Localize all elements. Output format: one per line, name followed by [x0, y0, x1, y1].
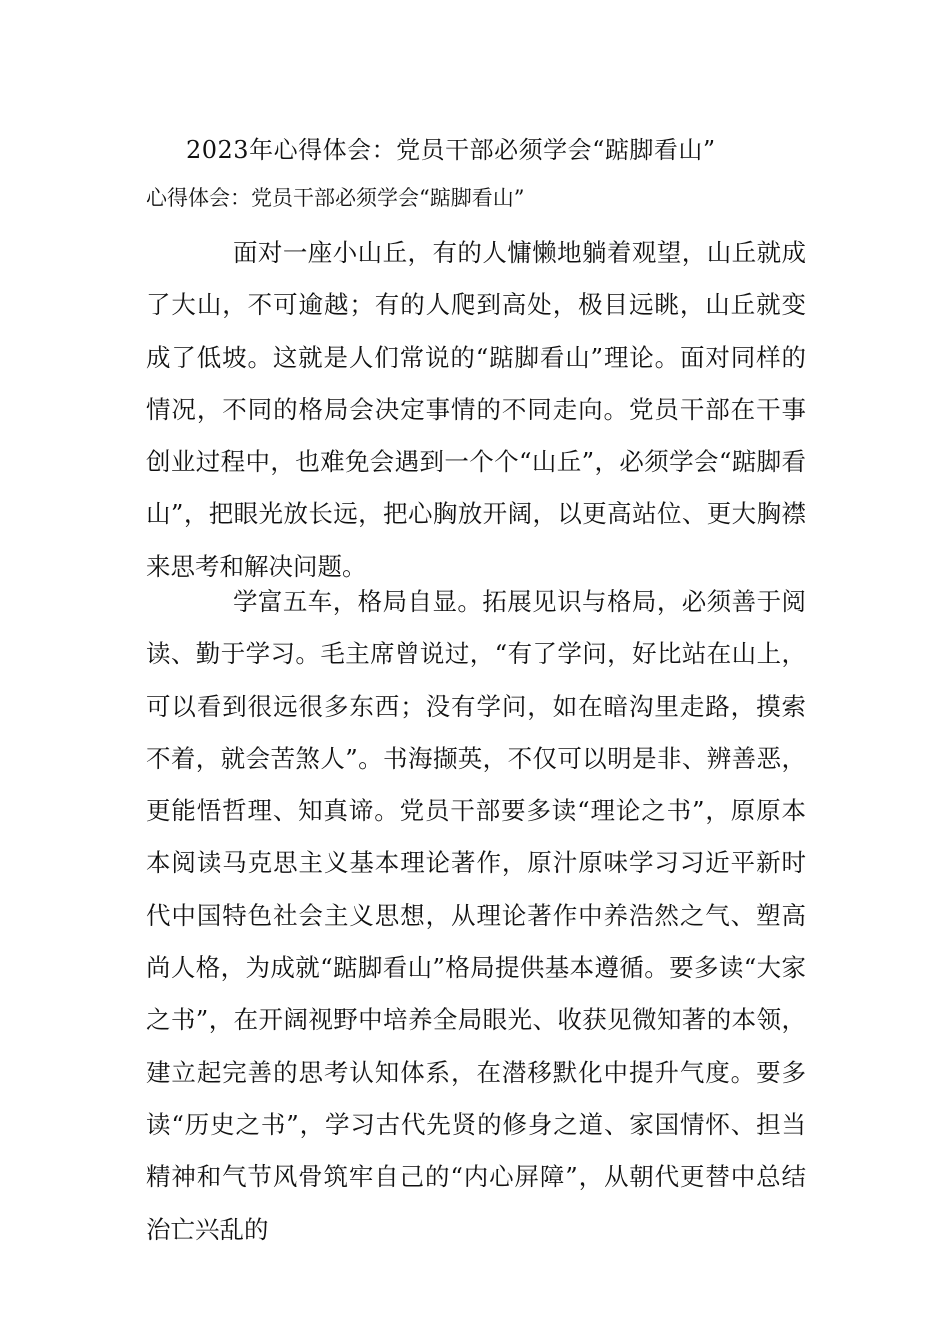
paragraph-2: 学富五车，格局自显。拓展见识与格局，必须善于阅读、勤于学习。毛主席曾说过，“有了学问，好比站在山上，可以看到很远很多东西；没有学问，如在暗沟里走路，摸索不着，就会苦煞人”。书海撷英，不仅可以明是非、辨善恶，更能悟哲理、知真谛。党员干部要多读“理论之书”，原原本本阅读马克思主义基本理论著作，原汁原味学习习近平新时代中国特色社会主义思想，从理论著作中养浩然之气、塑高尚人格，为成就“踮脚看山”格局提供基本遵循。要多读“大家之书”，在开阔视野中培养全局眼光、收获见微知著的本领，建立起完善的思考认知体系，在潜移默化中提升气度。要多读“历史之书”，学习古代先贤的修身之道、家国情怀、担当精神和气节风骨筑牢自己的“内心屏障”，从朝代更替中总结治亡兴乱的: [146, 587, 806, 1244]
document-title: 2023年心得体会：党员干部必须学会“踮脚看山”: [186, 136, 716, 164]
document-subtitle: 心得体会：党员干部必须学会“踮脚看山”: [146, 186, 525, 210]
paragraph-1: 面对一座小山丘，有的人慵懒地躺着观望，山丘就成了大山，不可逾越；有的人爬到高处，极目远眺，山丘就变成了低坡。这就是人们常说的“踮脚看山”理论。面对同样的情况，不同的格局会决定事情的不同走向。党员干部在干事创业过程中，也难免会遇到一个个“山丘”，必须学会“踮脚看山”，把眼光放长远，把心胸放开阔，以更高站位、更大胸襟来思考和解决问题。: [146, 238, 806, 581]
